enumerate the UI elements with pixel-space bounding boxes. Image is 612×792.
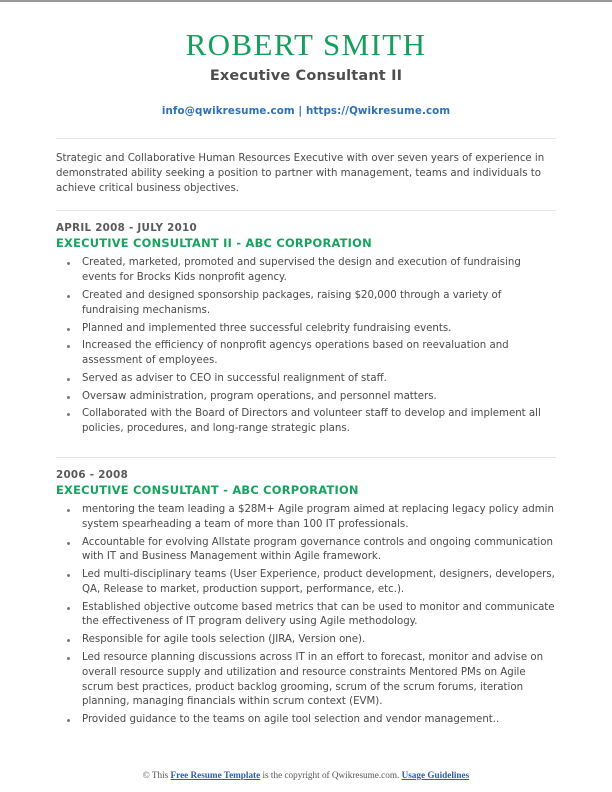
experience-bullets-1 bbox=[56, 256, 556, 437]
list-item: Created and designed sponsorship packages, raising $20,000 through a variety of fundraising mechanisms. bbox=[56, 289, 556, 319]
list-item: Collaborated with the Board of Directors and volunteer staff to develop and implement all policies, procedures, and long-range strategic plans. bbox=[56, 407, 556, 437]
free-resume-template-link[interactable]: Free Resume Template bbox=[170, 770, 261, 780]
footer-text-before: This bbox=[151, 770, 169, 780]
candidate-job-title: Executive Consultant II bbox=[209, 68, 403, 85]
footer-text-middle: is the copyright of Qwikresume.com. bbox=[262, 770, 400, 780]
copyright-symbol: © bbox=[142, 770, 150, 780]
list-item: Oversaw administration, program operations, and personnel matters. bbox=[56, 390, 556, 405]
divider-above-summary bbox=[56, 138, 556, 139]
list-item: Responsible for agile tools selection (JIRA, Version one). bbox=[56, 633, 556, 648]
summary-text: Strategic and Collaborative Human Resources Executive with over seven years of experience in demonstrated ability seeking a position to partner with management, teams and individuals to achieve critical business objectives. bbox=[56, 153, 545, 195]
list-item: Served as adviser to CEO in successful realignment of staff. bbox=[56, 372, 556, 387]
page-footer bbox=[0, 770, 612, 780]
list-item: Provided guidance to the teams on agile tool selection and vendor management.. bbox=[56, 713, 556, 728]
experience-entry-1 bbox=[56, 222, 556, 437]
experience-dates-2: 2006 - 2008 bbox=[56, 469, 129, 482]
list-item: Led multi-disciplinary teams (User Experience, product development, designers, developers, QA, Release to market, production support, performance, etc.). bbox=[56, 568, 556, 598]
experience-bullets-2 bbox=[56, 503, 556, 728]
divider-above-experience-2 bbox=[56, 457, 556, 458]
contact-line[interactable]: info@qwikresume.com | https://Qwikresume.com bbox=[161, 105, 451, 118]
usage-guidelines-link[interactable]: Usage Guidelines bbox=[401, 770, 470, 780]
experience-role-1: EXECUTIVE CONSULTANT II - ABC CORPORATION bbox=[56, 236, 372, 251]
list-item: Accountable for evolving Allstate program governance controls and ongoing communication with IT and Business Management within Agile framework. bbox=[56, 536, 556, 566]
list-item: Established objective outcome based metrics that can be used to monitor and communicate the effectiveness of IT program delivery using Agile methodology. bbox=[56, 601, 556, 631]
divider-above-experience-1 bbox=[56, 210, 556, 211]
list-item: Planned and implemented three successful celebrity fundraising events. bbox=[56, 322, 556, 337]
resume-content bbox=[0, 2, 612, 728]
resume-header bbox=[56, 2, 556, 117]
list-item: mentoring the team leading a $28M+ Agile program aimed at replacing legacy policy admin system spearheading a team of more than 100 IT professionals. bbox=[56, 503, 556, 533]
candidate-name: ROBERT SMITH bbox=[185, 27, 427, 62]
experience-dates-1: APRIL 2008 - JULY 2010 bbox=[56, 222, 197, 235]
experience-role-2: EXECUTIVE CONSULTANT - ABC CORPORATION bbox=[56, 483, 359, 498]
section-spacer bbox=[56, 440, 556, 457]
list-item: Led resource planning discussions across IT in an effort to forecast, monitor and advise on overall resource supply and utilization and resource constraints Mentored PMs on Agile scrum best practices, product backlog grooming, scrum of the scrum forums, iteration planning, managing financials within scrum context (EVM). bbox=[56, 651, 556, 710]
list-item: Created, marketed, promoted and supervised the design and execution of fundraising events for Brocks Kids nonprofit agency. bbox=[56, 256, 556, 286]
experience-entry-2 bbox=[56, 469, 556, 728]
list-item: Increased the efficiency of nonprofit agencys operations based on reevaluation and assessment of employees. bbox=[56, 339, 556, 369]
